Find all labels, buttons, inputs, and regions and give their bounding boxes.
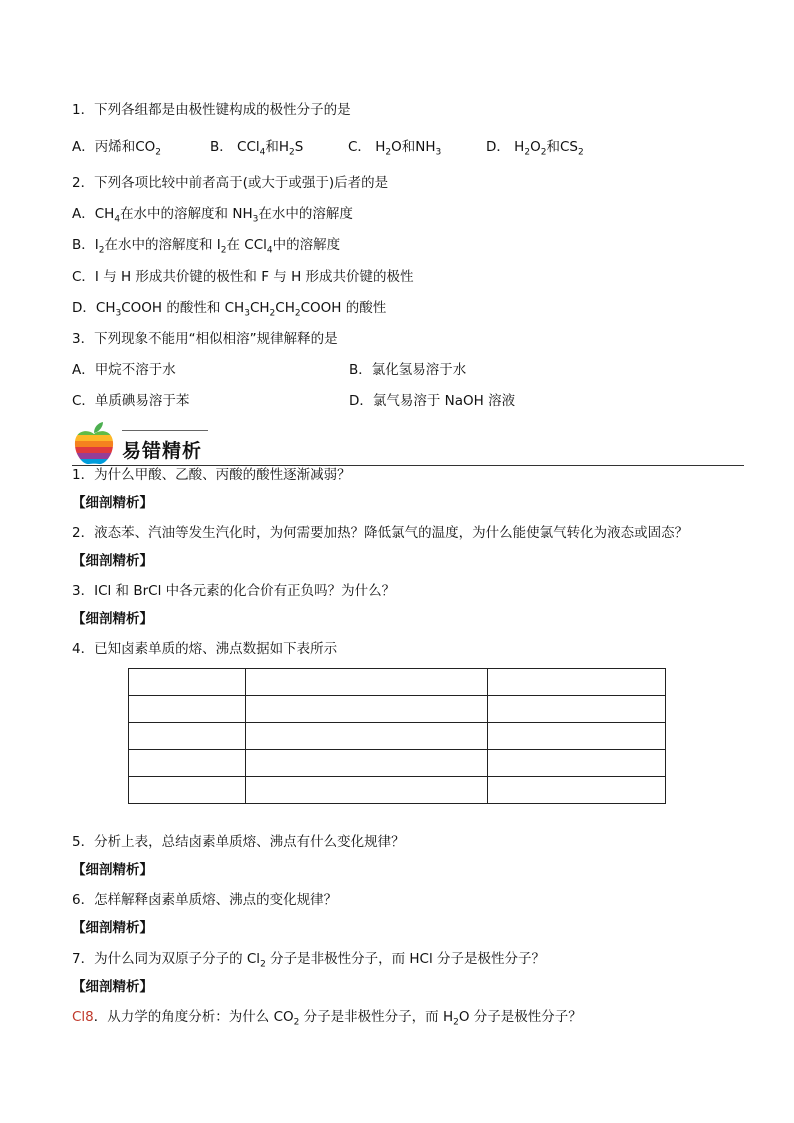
q1-option-a: A．丙烯和$CO_2$ xyxy=(72,139,162,158)
analysis-label-7: 【细剖精析】 xyxy=(72,979,153,995)
analysis-label-3: 【细剖精析】 xyxy=(72,611,153,627)
analysis-label-1: 【细剖精析】 xyxy=(72,495,153,511)
table-row xyxy=(129,750,666,777)
q3-options-row1 xyxy=(72,361,712,379)
table-row xyxy=(129,669,666,696)
q1-stem: 1．下列各组都是由极性键构成的极性分子的是 xyxy=(72,102,351,118)
item-1: 1．为什么甲酸、乙酸、丙酸的酸性逐渐减弱？ xyxy=(72,467,351,483)
q2-option-d: D．$CH_3COOH$ 的酸性和 $CH_3CH_2CH_2COOH$ 的酸性 xyxy=(72,300,387,319)
q3-option-d: D．氯气易溶于 NaOH 溶液 xyxy=(349,393,516,409)
q2-option-c: C．I 与 H 形成共价键的极性和 F 与 H 形成共价键的极性 xyxy=(72,269,414,285)
q1-option-b: B． CCl$_4$和$H_2S$ xyxy=(210,139,304,158)
item-3: 3．ICl 和 BrCl 中各元素的化合价有正负吗？为什么？ xyxy=(72,583,396,599)
halogen-data-table xyxy=(128,668,666,804)
section-title: 易错精析 xyxy=(122,440,203,462)
item-8: Cl8．从力学的角度分析：为什么 $CO_2$ 分子是非极性分子，而 $H_2O$ 分子是极性分子？ xyxy=(72,1009,582,1028)
rainbow-apple-icon xyxy=(72,420,116,466)
analysis-label-6: 【细剖精析】 xyxy=(72,920,153,936)
table-row xyxy=(129,723,666,750)
section-banner xyxy=(72,418,744,468)
item-4: 4．已知卤素单质的熔、沸点数据如下表所示 xyxy=(72,641,338,657)
item-6: 6．怎样解释卤素单质熔、沸点的变化规律？ xyxy=(72,892,338,908)
q3-option-a: A．甲烷不溶于水 xyxy=(72,362,176,378)
analysis-label-2: 【细剖精析】 xyxy=(72,553,153,569)
item-5: 5．分析上表，总结卤素单质熔、沸点有什么变化规律？ xyxy=(72,834,405,850)
q3-options-row2 xyxy=(72,392,712,410)
q3-option-b: B．氯化氢易溶于水 xyxy=(349,362,467,378)
q2-option-a: A．$CH_4$在水中的溶解度和 $NH_3$在水中的溶解度 xyxy=(72,206,353,225)
item-7: 7．为什么同为双原子分子的 $Cl_2$ 分子是非极性分子，而 HCl 分子是极性分子？ xyxy=(72,951,545,970)
analysis-label-5: 【细剖精析】 xyxy=(72,862,153,878)
q2-stem: 2．下列各项比较中前者高于(或大于或强于)后者的是 xyxy=(72,175,389,191)
item-2: 2．液态苯、汽油等发生汽化时，为何需要加热？降低氯气的温度，为什么能使氯气转化为液态或固态？ xyxy=(72,525,689,541)
banner-top-rule xyxy=(122,430,208,431)
q3-option-c: C．单质碘易溶于苯 xyxy=(72,393,190,409)
table-row xyxy=(129,777,666,804)
q3-stem: 3．下列现象不能用“相似相溶”规律解释的是 xyxy=(72,331,338,347)
q1-options xyxy=(72,138,712,156)
q1-option-d: D． $H_2O_2$和$CS_2$ xyxy=(486,139,584,158)
q1-option-c: C． $H_2O$和$NH_3$ xyxy=(348,139,442,158)
q2-option-b: B．$I_2$在水中的溶解度和 $I_2$在 CCl$_4$中的溶解度 xyxy=(72,237,341,256)
stray-mark: Cl8 xyxy=(72,1009,94,1025)
table-row xyxy=(129,696,666,723)
